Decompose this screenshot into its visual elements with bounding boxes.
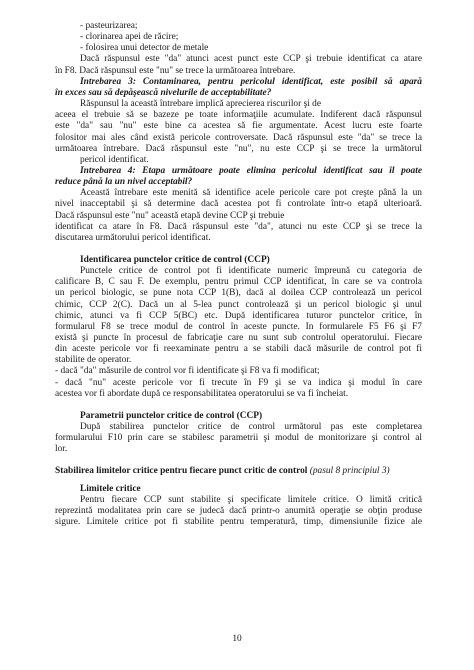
question-line: Întrebarea 3: Contaminarea, pentru pericolul identificat, este posibil să apară: [80, 76, 422, 87]
section-heading-ccp-parameters: Parametrii punctelor critice de control (CCP): [80, 410, 263, 421]
section-heading-critical-limits: [55, 466, 422, 477]
text-line: stabilite de operator.: [55, 355, 132, 366]
text-line: Dacă răspunsul este "da" atunci acest punct este CCP şi trebuie identificat ca atare: [80, 54, 422, 65]
text-line: pericol identificat.: [80, 154, 149, 165]
text-line: discutarea următorului pericol identificat.: [55, 232, 211, 243]
list-item: - dacă "da" măsurile de control vor fi identificate şi F8 va fi modificat;: [55, 366, 320, 377]
list-item: - folosirea unui detector de metale: [80, 43, 209, 54]
text-line: un pericol biologic, se pune nota CCP 1(B), dacă al doilea CCP controlează un pericol: [55, 288, 422, 299]
text-line: calificare B, C sau F. De exemplu, pentru primul CCP identificat, în care se va controla: [55, 277, 422, 288]
text-line: chimic, CCP 2(C). Dacă un al 5-lea punct controlează şi un pericol biologic şi unul: [55, 299, 422, 310]
text-line: identificat ca atare în F8. Dacă răspunsul este "da", atunci nu este CCP şi se trece la: [55, 221, 422, 232]
text-line: lor.: [55, 444, 68, 455]
question-line: reduce până la un nivel acceptabil?: [55, 177, 193, 188]
text-line: folositor mai ales când există pericole controversate. Dacă răspunsul este "da" se trece la: [55, 132, 422, 143]
heading-italic-part: (pasul 8 principiul 3): [309, 466, 390, 477]
text-line: reprezintă modalitatea prin care se judecă dacă printr-o anumită operaţie se obţin produse: [55, 505, 422, 516]
spacer: [55, 244, 422, 255]
subheading-critical-limits: Limitele critice: [80, 483, 141, 494]
decision-list: [55, 366, 422, 399]
text-line: din aceste pericole vor fi reexaminate pentru a se stabili dacă măsurile de control pot fi: [55, 344, 422, 355]
question-line: Întrebarea 4: Etapa următoare poate elimina pericolul identificat sau îl poate: [80, 165, 422, 176]
list-item: - dacă "nu" aceste pericole vor fi trecute în F9 şi se va indica şi modul în care: [55, 377, 422, 388]
text-line: în F8. Dacă răspunsul este "nu" se trece la următoarea întrebare.: [55, 65, 296, 76]
page-number: 10: [232, 634, 242, 644]
text-line: Răspunsul la această întrebare implică aprecierea riscurilor şi de: [80, 99, 322, 110]
text-line: este "da" sau "nu" este bine ca acestea să fie argumentate. Acest lucru este foarte: [55, 121, 422, 132]
paragraph-answer-q2: [55, 54, 422, 76]
question-3: [55, 77, 422, 99]
spacer: [55, 455, 422, 466]
list-item: acestea vor fi abordate după ce responsabilitatea operatorului se va fi încheiat.: [55, 388, 349, 399]
text-line: următoarea întrebare. Dacă răspunsul este "nu", nu este CCP şi se trece la următorul: [55, 143, 422, 154]
paragraph-ccp-identification: [55, 266, 422, 366]
section-heading-ccp-identification: Identificarea punctelor critice de control (CCP): [80, 254, 270, 265]
heading-bold-part: Stabilirea limitelor critice pentru fiecare punct critic de control: [55, 466, 308, 477]
text-line: există şi puncte în procesul de fabricaţie care nu sunt sub controlul operatorului. Fiecare: [55, 332, 422, 343]
text-line: formularul F8 se trece modul de control în aceste puncte. În formularele F5 F6 şi F7: [55, 321, 422, 332]
text-line: formularului F10 prin care se stabilesc parametrii şi modul de monitorizare şi control al: [55, 433, 422, 444]
text-line: nivel inacceptabil şi să determine dacă acestea pot fi controlate într-o etapă ulterioară.: [55, 199, 422, 210]
top-list: [55, 21, 422, 54]
text-line: aceea el trebuie să se bazeze pe toate informaţiile acumulate. Indiferent dacă răspunsul: [55, 110, 422, 121]
text-line: Dacă răspunsul este "nu" această etapă devine CCP şi trebuie: [55, 210, 285, 221]
text-line: Această întrebare este menită să identifice acele pericole care pot creşte până la un: [80, 188, 422, 199]
list-item: - clorinarea apei de răcire;: [80, 32, 179, 43]
paragraph-ccp-parameters: [55, 422, 422, 455]
text-line: sigure. Limitele critice pot fi stabilite pentru temperatură, timp, dimensiunile fizice ale: [55, 517, 422, 528]
paragraph-answer-q3: [55, 99, 422, 166]
question-line: în exces sau să depăşească nivelurile de acceptabilitate?: [55, 87, 272, 98]
text-line: După stabilirea punctelor critice de control următorul pas este completarea: [80, 422, 422, 433]
text-line: Pentru fiecare CCP sunt stabilite şi specificate limitele critice. O limită critică: [80, 494, 422, 505]
spacer: [55, 400, 422, 411]
paragraph-critical-limits: [55, 495, 422, 528]
text-line: Punctele critice de control pot fi identificate numeric împreună cu categoria de: [80, 266, 422, 277]
question-4: [55, 166, 422, 188]
list-item: - pasteurizarea;: [80, 21, 138, 31]
text-line: chimic, atunci va fi CCP 5(BC) etc. După identificarea tuturor punctelor critice, în: [55, 310, 422, 321]
paragraph-answer-q4: [55, 188, 422, 244]
